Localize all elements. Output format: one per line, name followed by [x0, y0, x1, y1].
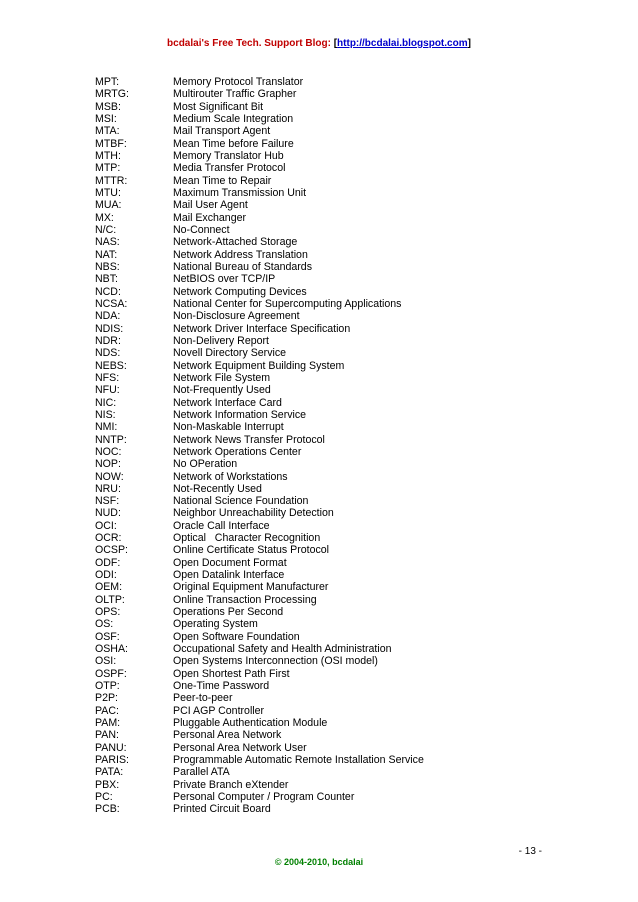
list-item — [95, 668, 575, 680]
list-item — [95, 187, 575, 199]
list-item — [95, 421, 575, 433]
abbreviation: OEM: — [95, 581, 123, 594]
definition: Mail User Agent — [173, 199, 248, 212]
definition: Occupational Safety and Health Administration — [173, 643, 392, 656]
abbreviation: OPS: — [95, 606, 121, 619]
definition: National Bureau of Standards — [173, 260, 312, 273]
abbreviation: P2P: — [95, 692, 118, 705]
definition: Personal Area Network — [173, 729, 282, 742]
abbreviation: PBX: — [95, 778, 120, 791]
list-item — [95, 310, 575, 322]
list-item — [95, 372, 575, 384]
definition: Maximum Transmission Unit — [173, 186, 307, 199]
list-item — [95, 729, 575, 741]
definition: Network File System — [173, 371, 271, 384]
definition: Private Branch eXtender — [173, 778, 289, 791]
list-item — [95, 224, 575, 236]
abbreviation: NCD: — [95, 285, 121, 298]
abbreviation: NNTP: — [95, 433, 127, 446]
definition: Peer-to-peer — [173, 692, 233, 705]
definition: Multirouter Traffic Grapher — [173, 88, 297, 101]
list-item — [95, 495, 575, 507]
list-item — [95, 569, 575, 581]
list-item — [95, 273, 575, 285]
list-item — [95, 471, 575, 483]
abbreviation: OSF: — [95, 630, 120, 643]
definition: National Center for Supercomputing Applications — [173, 297, 402, 310]
list-item — [95, 631, 575, 643]
abbreviation: PARIS: — [95, 754, 129, 767]
definition: No OPeration — [173, 458, 238, 471]
definition: Memory Protocol Translator — [173, 76, 304, 88]
definition: Operations Per Second — [173, 606, 284, 619]
list-item — [95, 76, 575, 88]
definition: Non-Maskable Interrupt — [173, 421, 284, 434]
abbreviation: PATA: — [95, 766, 124, 779]
list-item — [95, 162, 575, 174]
abbreviation: NEBS: — [95, 359, 127, 372]
definition: Open Systems Interconnection (OSI model) — [173, 655, 378, 668]
abbreviation: NFS: — [95, 371, 120, 384]
abbreviation: MSI: — [95, 112, 117, 125]
abbreviation: NRU: — [95, 482, 121, 495]
abbreviation: NMI: — [95, 421, 118, 434]
definition: Network News Transfer Protocol — [173, 433, 325, 446]
list-item — [95, 397, 575, 409]
list-item — [95, 705, 575, 717]
abbreviation: OSPF: — [95, 667, 127, 680]
definition: Mail Exchanger — [173, 211, 247, 224]
definition: Network Interface Card — [173, 396, 282, 409]
list-item — [95, 483, 575, 495]
abbreviation: NSF: — [95, 495, 120, 508]
list-item — [95, 692, 575, 704]
abbreviation: ODI: — [95, 569, 117, 582]
list-item — [95, 766, 575, 778]
list-item — [95, 655, 575, 667]
abbreviation: NAT: — [95, 248, 118, 261]
definition: NetBIOS over TCP/IP — [173, 273, 276, 286]
definition: Open Software Foundation — [173, 630, 300, 643]
abbreviation: MTU: — [95, 186, 121, 199]
list-item — [95, 680, 575, 692]
list-item — [95, 643, 575, 655]
definition: Medium Scale Integration — [173, 112, 294, 125]
definition: Network Equipment Building System — [173, 359, 345, 372]
definition: Mean Time before Failure — [173, 137, 294, 150]
url-bracket-open: [ — [333, 38, 338, 49]
definition: Parallel ATA — [173, 766, 230, 779]
list-item — [95, 754, 575, 766]
list-item — [95, 138, 575, 150]
definition: Original Equipment Manufacturer — [173, 581, 329, 594]
abbreviation: NDS: — [95, 347, 121, 360]
abbreviation: OTP: — [95, 680, 120, 693]
list-item — [95, 150, 575, 162]
definition: Non-Disclosure Agreement — [173, 310, 300, 323]
list-item — [95, 446, 575, 458]
abbreviation: NCSA: — [95, 297, 128, 310]
definition: Network Address Translation — [173, 248, 308, 261]
definition: Operating System — [173, 618, 258, 631]
abbreviation: MTP: — [95, 162, 121, 175]
list-item — [95, 791, 575, 803]
definition: Not-Frequently Used — [173, 384, 271, 397]
abbreviation: MTH: — [95, 149, 121, 162]
abbreviation: NDA: — [95, 310, 121, 323]
list-item — [95, 360, 575, 372]
list-item — [95, 803, 575, 815]
abbreviation: OS: — [95, 618, 114, 631]
list-item — [95, 384, 575, 396]
definition: Non-Delivery Report — [173, 334, 269, 347]
definition: Mail Transport Agent — [173, 125, 271, 138]
abbreviation: NOP: — [95, 458, 121, 471]
list-item — [95, 458, 575, 470]
abbreviation-list — [95, 76, 575, 816]
abbreviation: PAN: — [95, 729, 119, 742]
definition: Personal Computer / Program Counter — [173, 791, 355, 804]
abbreviation: NAS: — [95, 236, 120, 249]
definition: Network Driver Interface Specification — [173, 322, 351, 335]
definition: Optical Character Recognition — [173, 532, 321, 545]
list-item — [95, 347, 575, 359]
abbreviation: OCSP: — [95, 544, 128, 557]
abbreviation: MTA: — [95, 125, 120, 138]
definition: Pluggable Authentication Module — [173, 717, 328, 730]
list-item — [95, 335, 575, 347]
definition: Online Transaction Processing — [173, 593, 317, 606]
abbreviation: OCR: — [95, 532, 122, 545]
abbreviation: NFU: — [95, 384, 120, 397]
abbreviation: OSI: — [95, 655, 117, 668]
definition: Programmable Automatic Remote Installation Service — [173, 754, 424, 767]
list-item — [95, 618, 575, 630]
definition: Media Transfer Protocol — [173, 162, 286, 175]
definition: No-Connect — [173, 223, 230, 236]
list-item — [95, 742, 575, 754]
abbreviation: MPT: — [95, 76, 120, 88]
list-item — [95, 212, 575, 224]
abbreviation: NOW: — [95, 470, 124, 483]
abbreviation: MTBF: — [95, 137, 127, 150]
definition: Oracle Call Interface — [173, 519, 270, 532]
list-item — [95, 594, 575, 606]
definition: PCI AGP Controller — [173, 704, 265, 717]
list-item — [95, 113, 575, 125]
abbreviation: MSB: — [95, 100, 121, 113]
definition: Online Certificate Status Protocol — [173, 544, 330, 557]
abbreviation: PC: — [95, 791, 113, 804]
list-item — [95, 199, 575, 211]
definition: National Science Foundation — [173, 495, 309, 508]
abbreviation: PAC: — [95, 704, 119, 717]
abbreviation: MX: — [95, 211, 114, 224]
definition: Most Significant Bit — [173, 100, 264, 113]
definition: Neighbor Unreachability Detection — [173, 507, 334, 520]
abbreviation: OCI: — [95, 519, 117, 532]
definition: Network-Attached Storage — [173, 236, 298, 249]
list-item — [95, 581, 575, 593]
list-item — [95, 507, 575, 519]
list-item — [95, 298, 575, 310]
list-item — [95, 557, 575, 569]
definition: Network of Workstations — [173, 470, 288, 483]
abbreviation: NOC: — [95, 445, 122, 458]
list-item — [95, 434, 575, 446]
list-item — [95, 236, 575, 248]
definition: Printed Circuit Board — [173, 803, 271, 816]
abbreviation: NDR: — [95, 334, 121, 347]
abbreviation: NBT: — [95, 273, 118, 286]
abbreviation: PANU: — [95, 741, 127, 754]
list-item — [95, 532, 575, 544]
list-item — [95, 544, 575, 556]
abbreviation: N/C: — [95, 223, 117, 236]
blog-url-link[interactable]: http://bcdalai.blogspot.com — [337, 38, 468, 49]
list-item — [95, 88, 575, 100]
list-item — [95, 323, 575, 335]
abbreviation: MRTG: — [95, 88, 129, 101]
list-item — [95, 101, 575, 113]
list-item — [95, 520, 575, 532]
definition: Open Document Format — [173, 556, 287, 569]
list-item — [95, 261, 575, 273]
page-header — [0, 38, 638, 49]
list-item — [95, 717, 575, 729]
definition: Not-Recently Used — [173, 482, 262, 495]
list-item — [95, 779, 575, 791]
abbreviation: NIS: — [95, 408, 116, 421]
abbreviation: PCB: — [95, 803, 120, 816]
abbreviation: MTTR: — [95, 174, 128, 187]
list-item — [95, 249, 575, 261]
abbreviation: NIC: — [95, 396, 117, 409]
abbreviation: ODF: — [95, 556, 121, 569]
definition: Personal Area Network User — [173, 741, 307, 754]
definition: Open Datalink Interface — [173, 569, 285, 582]
definition: Open Shortest Path First — [173, 667, 290, 680]
definition: Network Information Service — [173, 408, 307, 421]
definition: Network Computing Devices — [173, 285, 307, 298]
page-number: - 13 - — [518, 846, 542, 857]
abbreviation: OLTP: — [95, 593, 125, 606]
definition: Memory Translator Hub — [173, 149, 284, 162]
list-item — [95, 409, 575, 421]
definition: Novell Directory Service — [173, 347, 287, 360]
abbreviation: NBS: — [95, 260, 120, 273]
list-item — [95, 175, 575, 187]
abbreviation: OSHA: — [95, 643, 128, 656]
blog-title: bcdalai's Free Tech. Support Blog: — [167, 38, 334, 49]
copyright-footer: © 2004-2010, bcdalai — [274, 857, 364, 867]
definition: Network Operations Center — [173, 445, 302, 458]
abbreviation: NDIS: — [95, 322, 124, 335]
definition: Mean Time to Repair — [173, 174, 272, 187]
abbreviation: NUD: — [95, 507, 121, 520]
url-bracket-close: ] — [467, 38, 471, 49]
abbreviation: MUA: — [95, 199, 122, 212]
abbreviation: PAM: — [95, 717, 121, 730]
list-item — [95, 286, 575, 298]
list-item — [95, 606, 575, 618]
definition: One-Time Password — [173, 680, 270, 693]
list-item — [95, 125, 575, 137]
